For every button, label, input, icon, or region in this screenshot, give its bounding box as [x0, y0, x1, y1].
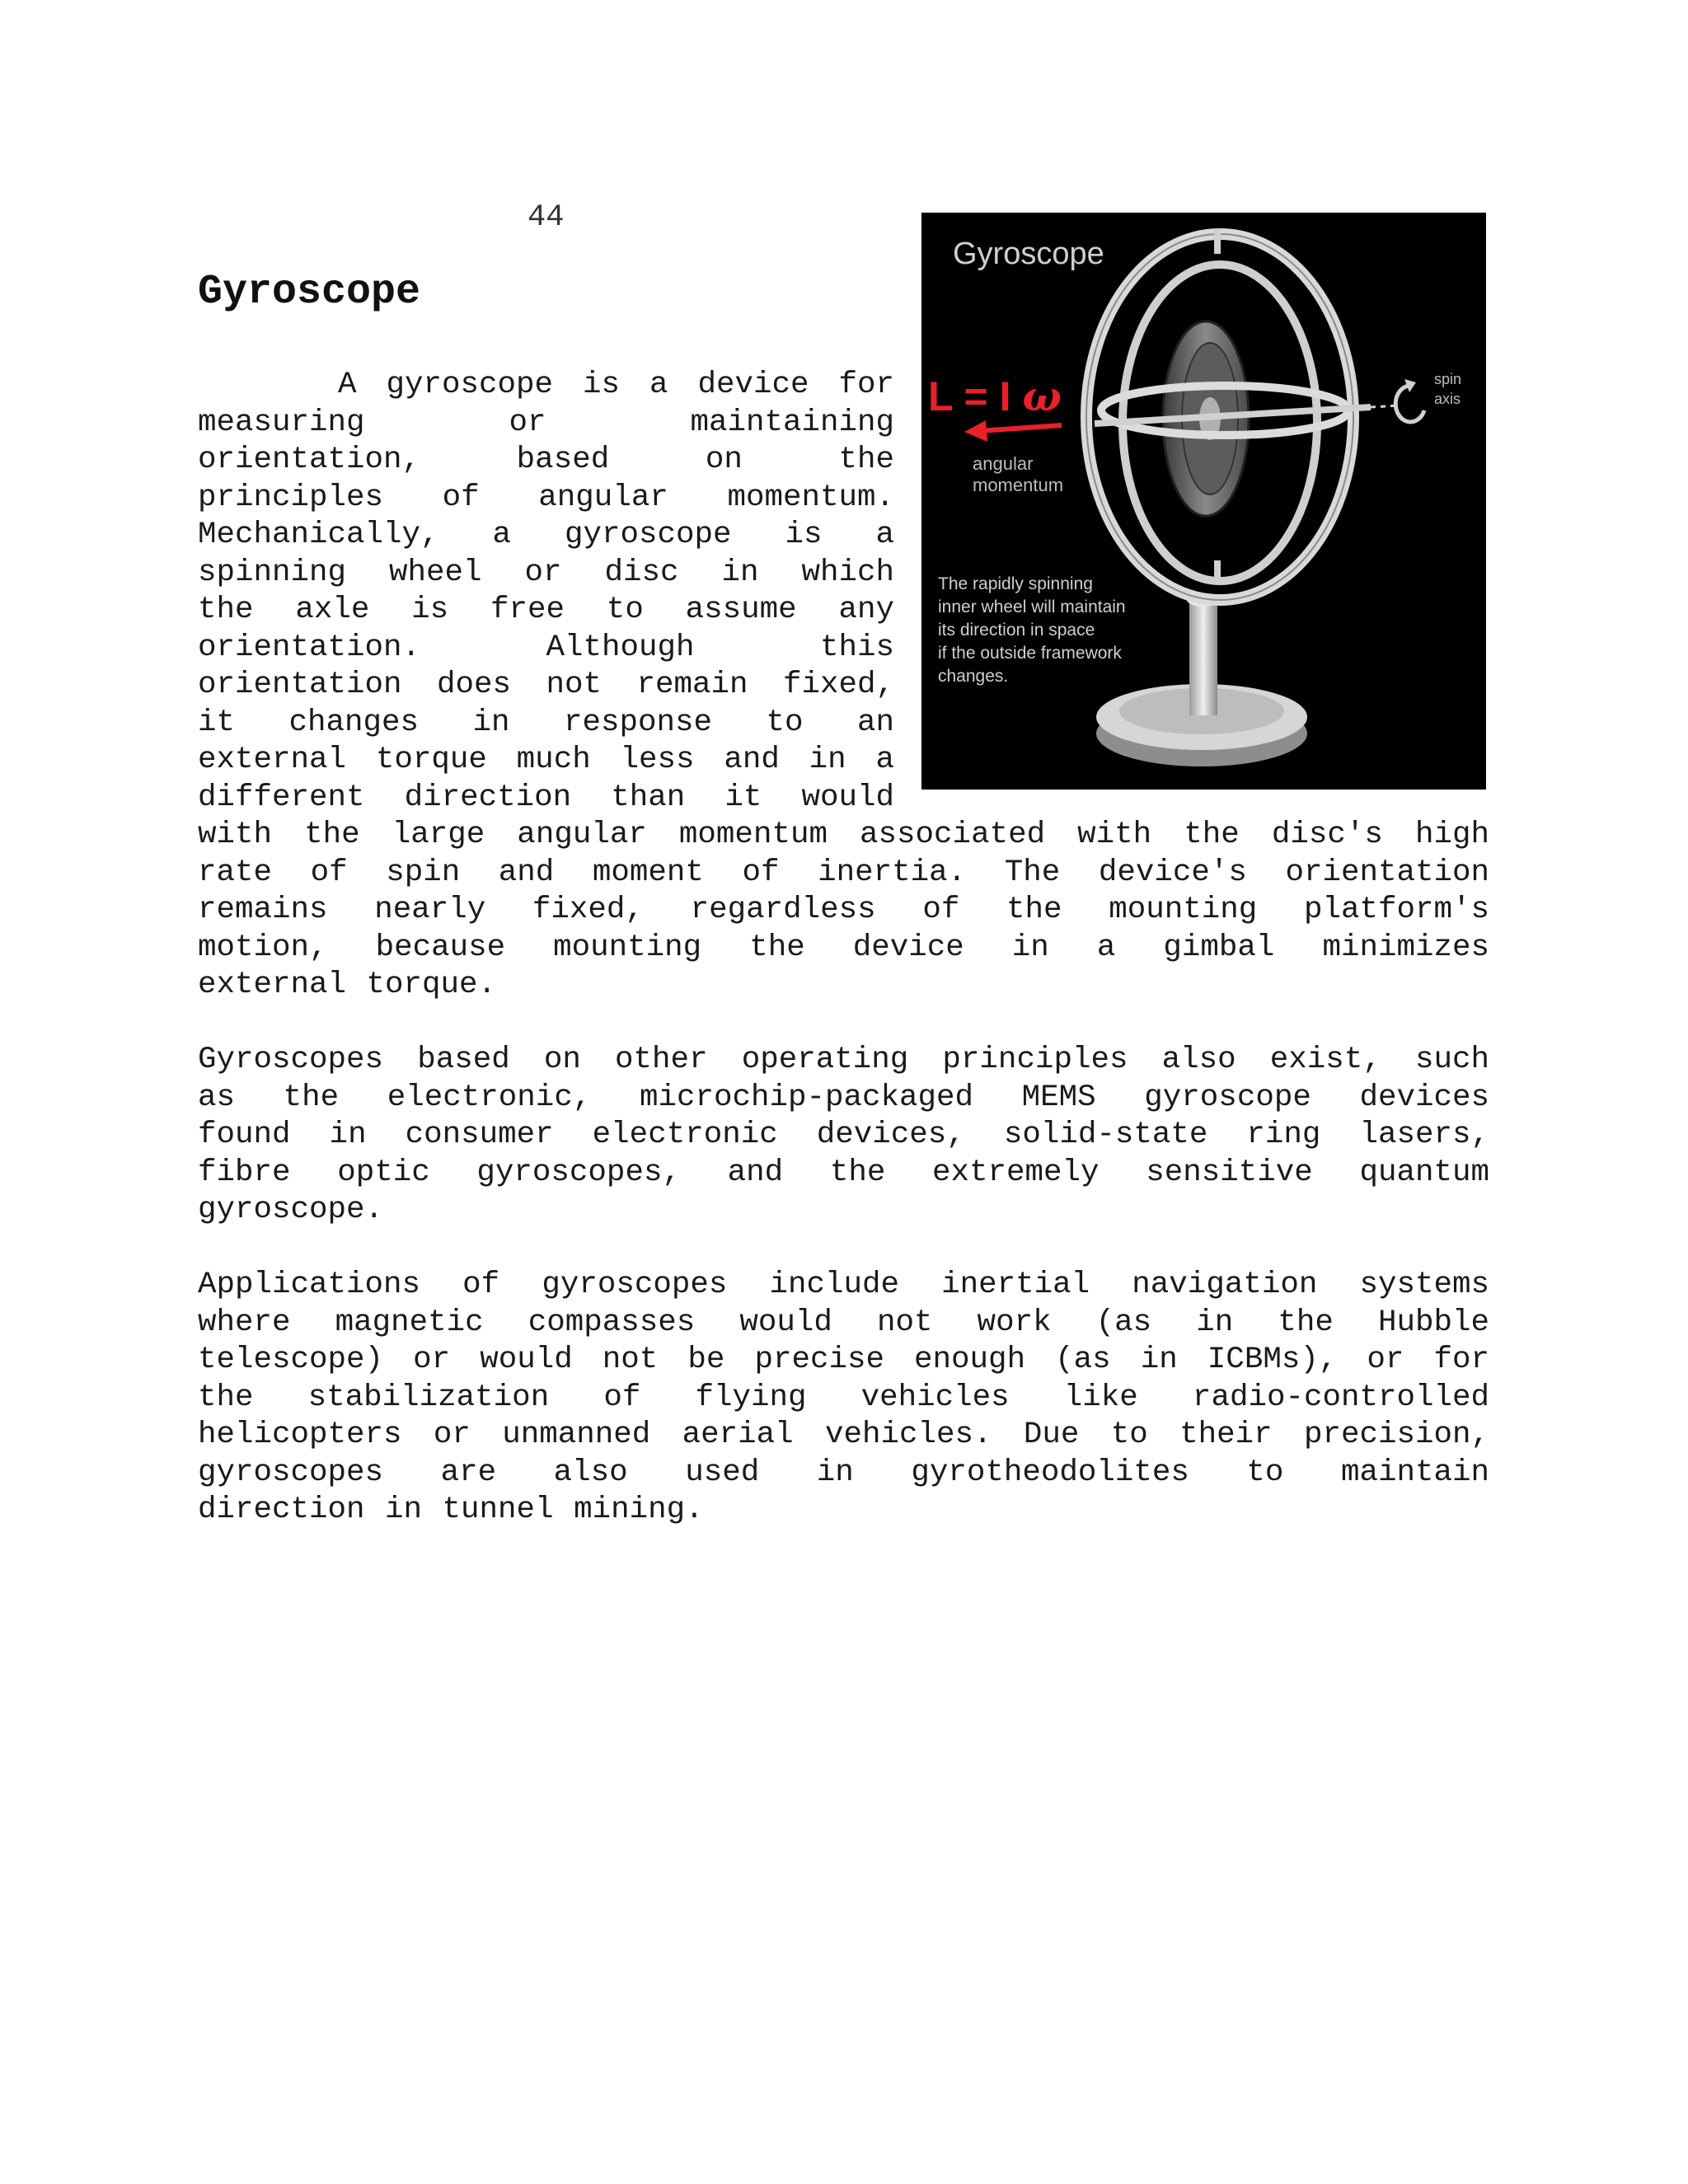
arrow-label-line2: momentum — [973, 475, 1064, 495]
spin-label-line1: spin — [1434, 371, 1462, 387]
caption-line: The rapidly spinning — [938, 574, 1093, 593]
momentum-arrow — [979, 425, 1062, 431]
gyroscope-illustration — [921, 213, 1486, 790]
paragraph-line — [198, 367, 894, 405]
paragraph-line: where magnetic compasses would not work (as in the Hubble — [198, 1305, 1489, 1340]
paragraph-1-continued — [198, 817, 1489, 1005]
paragraph-line: orientation. Although this — [198, 630, 894, 665]
figure-heading: Gyroscope — [953, 237, 1104, 271]
figure-caption — [938, 574, 1126, 686]
formula-omega: ω — [1022, 372, 1062, 420]
bottom-pivot — [1214, 560, 1221, 583]
arrow-label-line1: angular — [973, 453, 1034, 474]
paragraph-line: external torque much less and in a — [198, 743, 894, 777]
paragraph-3 — [198, 1267, 1489, 1530]
paragraph-line: Gyroscopes based on other operating principles also exist, such — [198, 1043, 1489, 1077]
paragraph-line: direction in tunnel mining. — [198, 1493, 704, 1527]
paragraph-1-wrapped — [198, 367, 894, 817]
paragraph-line: external torque. — [198, 968, 497, 1002]
paragraph-line: measuring or maintaining — [198, 405, 894, 440]
caption-line: inner wheel will maintain — [938, 598, 1126, 616]
paragraph-line: principles of angular momentum. — [198, 480, 894, 515]
paragraph-line: rate of spin and moment of inertia. The device's orientation — [198, 855, 1489, 890]
paragraph-line: motion, because mounting the device in a gimbal minimizes — [198, 930, 1489, 965]
gyroscope-figure — [921, 213, 1486, 790]
gyroscope-post — [1189, 600, 1217, 715]
paragraph-line: Applications of gyroscopes include inertial navigation systems — [198, 1268, 1489, 1302]
paragraph-line: spinning wheel or disc in which — [198, 555, 894, 590]
formula-left: L = I — [928, 373, 1011, 419]
paragraph-line: fibre optic gyroscopes, and the extremely sensitive quantum — [198, 1155, 1489, 1190]
formula — [928, 372, 1062, 420]
paragraph-line: as the electronic, microchip-packaged MEMS gyroscope devices — [198, 1080, 1489, 1115]
paragraph-line: orientation, based on the — [198, 443, 894, 477]
paragraph-line: with the large angular momentum associated with the disc's high — [198, 818, 1489, 852]
paragraph-line: helicopters or unmanned aerial vehicles. Due to their precision, — [198, 1418, 1489, 1452]
paragraph-line-text: A gyroscope is a device for — [338, 368, 894, 402]
spin-label-line2: axis — [1434, 391, 1461, 407]
caption-line: changes. — [938, 667, 1009, 686]
paragraph-line: gyroscopes are also used in gyrotheodolites to maintain — [198, 1455, 1489, 1490]
paragraph-line: the axle is free to assume any — [198, 593, 894, 627]
paragraph-line: Mechanically, a gyroscope is a — [198, 518, 894, 552]
paragraph-line: gyroscope. — [198, 1193, 384, 1227]
caption-line: if the outside framework — [938, 644, 1122, 663]
paragraph-2 — [198, 1042, 1489, 1230]
paragraph-line: different direction than it would — [198, 780, 894, 815]
paragraph-line: remains nearly fixed, regardless of the mounting platform's — [198, 893, 1489, 927]
paragraph-line: the stabilization of flying vehicles like radio-controlled — [198, 1380, 1489, 1415]
paragraph-line: orientation does not remain fixed, — [198, 668, 894, 702]
paragraph-line: it changes in response to an — [198, 705, 894, 740]
section-title: Gyroscope — [198, 269, 421, 316]
momentum-arrowhead — [964, 420, 987, 442]
top-pivot — [1214, 229, 1221, 254]
page-number: 44 — [528, 200, 565, 235]
caption-line: its direction in space — [938, 621, 1095, 640]
paragraph-line: found in consumer electronic devices, solid-state ring lasers, — [198, 1118, 1489, 1152]
paragraph-line: telescope) or would not be precise enough (as in ICBMs), or for — [198, 1343, 1489, 1377]
